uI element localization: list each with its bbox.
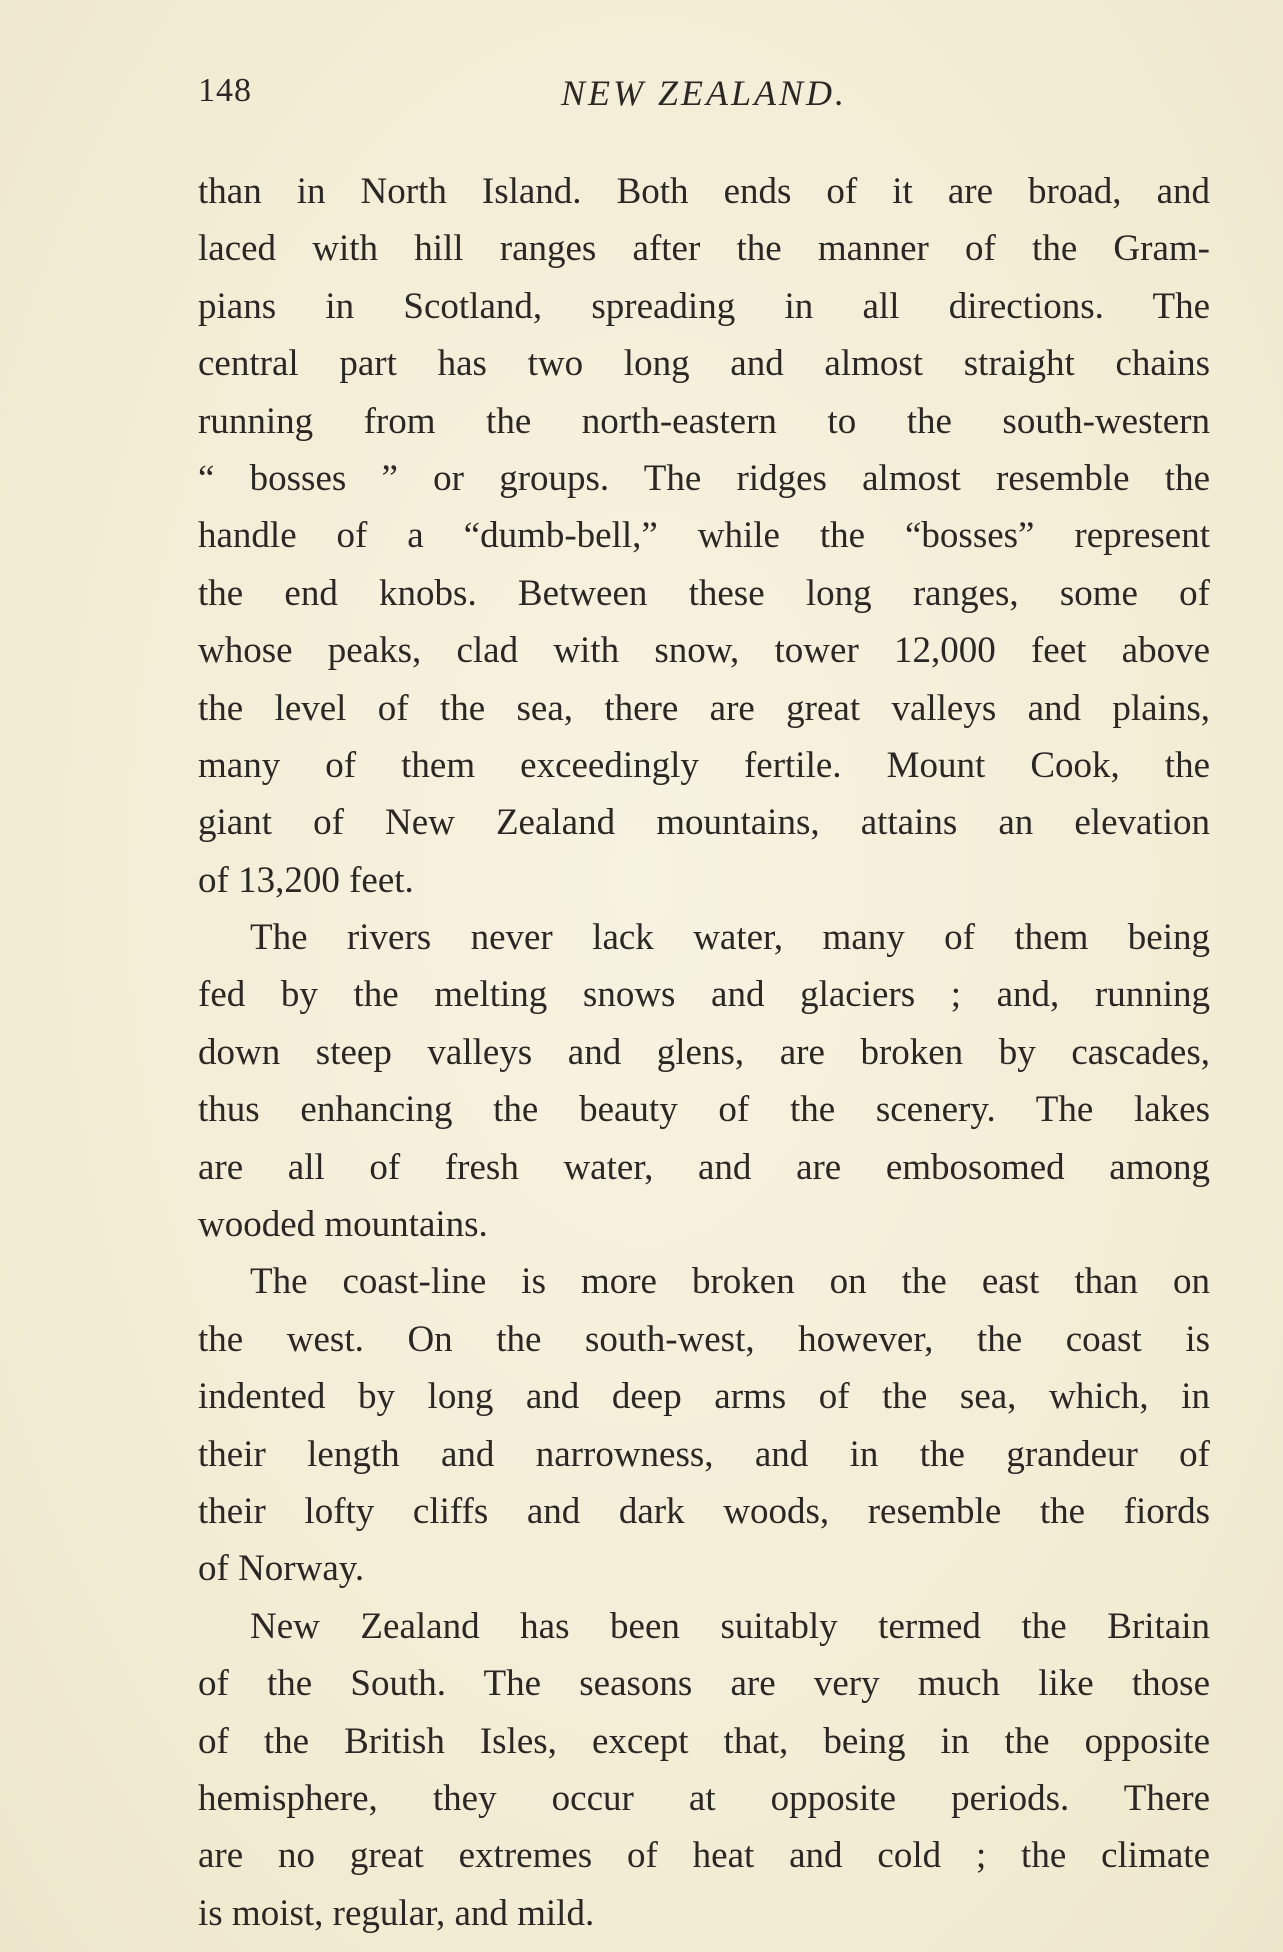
text-line: The coast-line is more broken on the east than on	[250, 1261, 1210, 1303]
text-line: running from the north-eastern to the south-western	[198, 400, 1210, 442]
text-line: of the British Isles, except that, being in the opposite	[198, 1720, 1210, 1762]
text-line: wooded mountains.	[198, 1204, 488, 1246]
page-number: 148	[198, 72, 252, 109]
text-line: fed by the melting snows and glaciers ; and, running	[198, 974, 1210, 1016]
text-line: “ bosses ” or groups. The ridges almost resemble the	[198, 457, 1210, 499]
text-line: the west. On the south-west, however, the coast is	[198, 1318, 1210, 1360]
text-line: laced with hill ranges after the manner of the Gram-	[198, 228, 1210, 270]
text-line: are all of fresh water, and are embosomed among	[198, 1146, 1210, 1188]
text-line: of the South. The seasons are very much like those	[198, 1663, 1210, 1705]
text-line: down steep valleys and glens, are broken by cascades,	[198, 1031, 1210, 1073]
text-line: thus enhancing the beauty of the scenery. The lakes	[198, 1089, 1210, 1131]
text-line: hemisphere, they occur at opposite periods. There	[198, 1777, 1210, 1819]
text-line: their length and narrowness, and in the grandeur of	[198, 1433, 1210, 1475]
body-text	[198, 163, 1210, 1942]
running-head: NEW ZEALAND.	[560, 73, 847, 113]
text-line: is moist, regular, and mild.	[198, 1892, 595, 1934]
text-line: pians in Scotland, spreading in all directions. The	[198, 285, 1210, 327]
text-line: many of them exceedingly fertile. Mount Cook, the	[198, 744, 1210, 786]
text-line: the level of the sea, there are great valleys and plains,	[198, 687, 1210, 729]
text-line: than in North Island. Both ends of it are broad, and	[198, 171, 1210, 212]
page-header	[198, 72, 1210, 122]
text-line: of Norway.	[198, 1548, 365, 1590]
text-line: The rivers never lack water, many of them being	[250, 917, 1210, 959]
text-line: indented by long and deep arms of the sea, which, in	[198, 1376, 1210, 1418]
text-line: the end knobs. Between these long ranges, some of	[198, 572, 1210, 614]
text-line: of 13,200 feet.	[198, 859, 414, 901]
text-line: are no great extremes of heat and cold ; the climate	[198, 1835, 1210, 1877]
text-line: central part has two long and almost straight chains	[198, 343, 1210, 385]
text-line: giant of New Zealand mountains, attains an elevation	[198, 802, 1210, 844]
text-line: handle of a “dumb-bell,” while the “bosses” represent	[198, 515, 1210, 557]
text-line: New Zealand has been suitably termed the Britain	[250, 1605, 1210, 1647]
text-line: their lofty cliffs and dark woods, resemble the fiords	[198, 1490, 1210, 1532]
text-line: whose peaks, clad with snow, tower 12,000 feet above	[198, 630, 1210, 672]
